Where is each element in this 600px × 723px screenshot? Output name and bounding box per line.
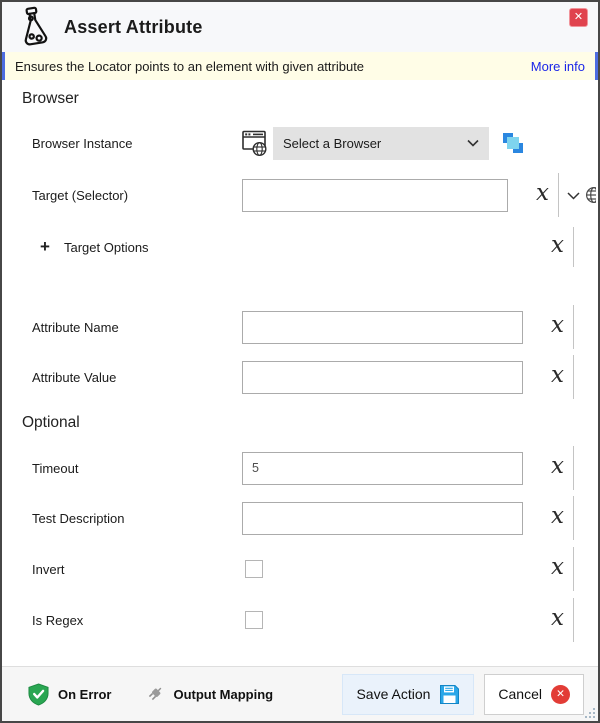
cancel-button[interactable]: [484, 674, 584, 715]
test-description-input[interactable]: [242, 502, 523, 535]
vertical-divider: [573, 496, 574, 540]
attribute-name-input[interactable]: [242, 311, 523, 344]
footer-bar: [2, 666, 598, 721]
vertical-divider: [573, 227, 574, 267]
variable-x-icon[interactable]: x: [551, 605, 564, 631]
invert-label: Invert: [32, 561, 65, 577]
red-circle-x-icon: ✕: [551, 685, 570, 704]
vertical-divider: [558, 173, 559, 217]
dialog-title: Assert Attribute: [64, 16, 203, 37]
info-bar: [2, 52, 598, 80]
title-bar: [2, 2, 598, 52]
vertical-divider: [573, 598, 574, 642]
vertical-divider: [573, 305, 574, 349]
target-selector-input[interactable]: [242, 179, 508, 212]
attribute-name-label: Attribute Name: [32, 319, 119, 335]
timeout-row: [2, 451, 598, 485]
variable-x-icon[interactable]: x: [536, 180, 549, 206]
element-picker-icon[interactable]: [502, 132, 524, 154]
attribute-value-input[interactable]: [242, 361, 523, 394]
save-action-label: Save Action: [356, 686, 431, 702]
selector-chevron-down-icon[interactable]: [567, 191, 580, 200]
resize-grip[interactable]: [584, 707, 596, 719]
attribute-value-row: [2, 360, 598, 394]
section-heading-optional: Optional: [22, 414, 80, 431]
close-button[interactable]: ✕: [569, 8, 588, 27]
target-selector-row: [2, 178, 598, 212]
target-selector-label: Target (Selector): [32, 187, 129, 203]
output-mapping-button[interactable]: [145, 685, 273, 704]
variable-x-icon[interactable]: x: [551, 554, 564, 580]
invert-row: [2, 556, 598, 582]
is-regex-checkbox[interactable]: [245, 611, 263, 629]
browser-window-globe-icon: [242, 129, 268, 157]
globe-partial-icon[interactable]: [585, 186, 596, 204]
output-mapping-label: Output Mapping: [173, 686, 274, 702]
target-options-label[interactable]: Target Options: [64, 239, 149, 255]
is-regex-row: [2, 607, 598, 633]
variable-x-icon[interactable]: x: [551, 232, 564, 258]
timeout-input[interactable]: [242, 452, 523, 485]
dialog-body: [2, 90, 598, 633]
target-selector-controls: [536, 173, 596, 217]
timeout-label: Timeout: [32, 460, 79, 476]
is-regex-label: Is Regex: [32, 612, 84, 628]
shield-check-icon: [28, 683, 49, 706]
browser-instance-label: Browser Instance: [32, 135, 133, 151]
section-heading-browser: Browser: [22, 90, 79, 107]
test-description-row: [2, 501, 598, 535]
plug-icon: [145, 685, 164, 704]
invert-checkbox[interactable]: [245, 560, 263, 578]
variable-x-icon[interactable]: x: [551, 503, 564, 529]
browser-instance-row: [2, 126, 598, 160]
save-action-button[interactable]: [342, 674, 474, 715]
variable-x-icon[interactable]: x: [551, 362, 564, 388]
info-description: Ensures the Locator points to an element with given attribute: [15, 58, 365, 74]
expand-plus-icon[interactable]: +: [40, 237, 50, 256]
vertical-divider: [573, 446, 574, 490]
more-info-link[interactable]: More info: [530, 58, 585, 74]
variable-x-icon[interactable]: x: [551, 312, 564, 338]
on-error-label: On Error: [58, 686, 112, 702]
browser-instance-dropdown[interactable]: [273, 127, 489, 160]
vertical-divider: [573, 355, 574, 399]
cancel-label: Cancel: [498, 686, 542, 702]
floppy-disk-icon: [439, 684, 460, 705]
variable-x-icon[interactable]: x: [551, 453, 564, 479]
on-error-button[interactable]: [28, 683, 111, 706]
chevron-down-icon: [467, 139, 479, 147]
test-description-label: Test Description: [32, 510, 125, 526]
browser-instance-dropdown-value: Select a Browser: [283, 135, 382, 151]
flask-icon: [14, 5, 54, 49]
vertical-divider: [573, 547, 574, 591]
attribute-name-row: [2, 310, 598, 344]
attribute-value-label: Attribute Value: [32, 369, 117, 385]
target-options-row: [2, 232, 598, 262]
